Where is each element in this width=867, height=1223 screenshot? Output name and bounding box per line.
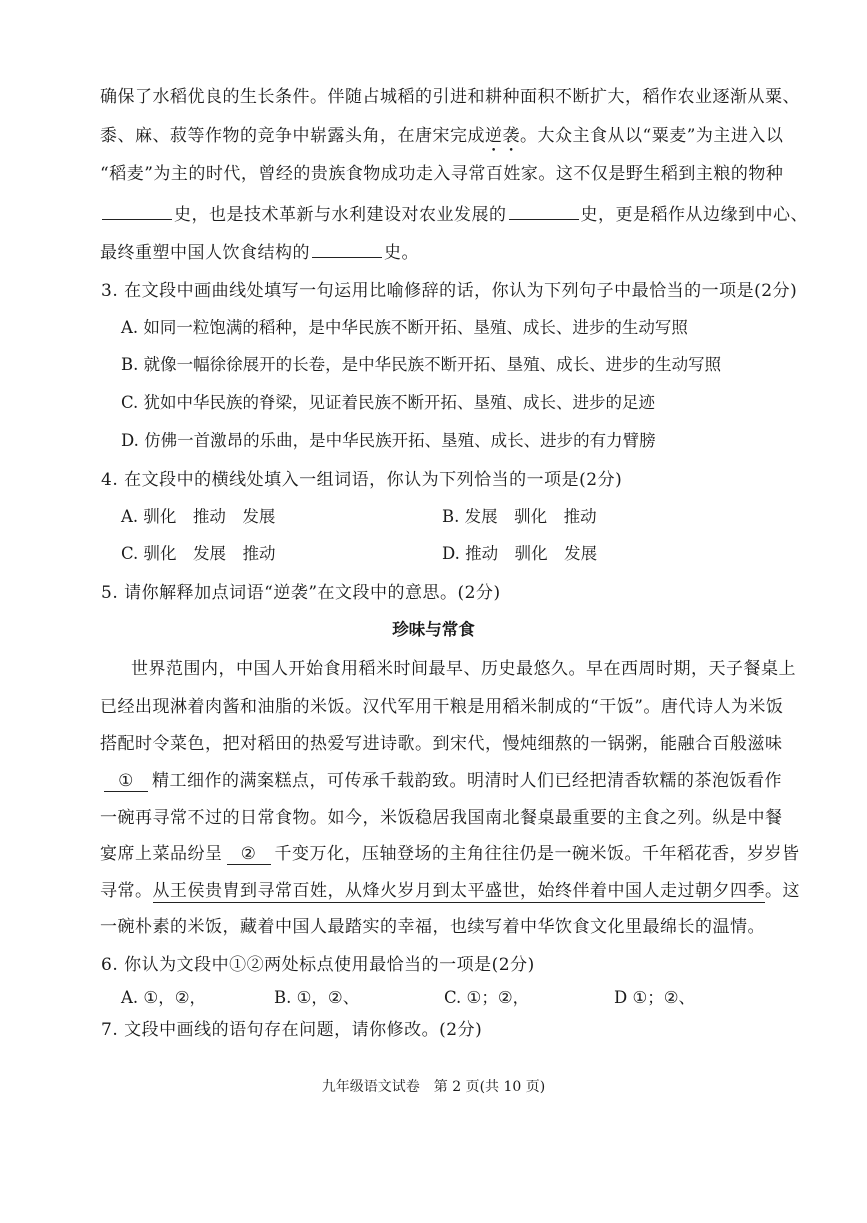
question-7-stem: 7. 文段中画线的语句存在问题，请你修改。(2分) bbox=[101, 1020, 483, 1040]
passage1-line4-b: 史，更是稻作从边缘到中心、 bbox=[580, 205, 808, 225]
passage1-line4-a: 史，也是技术革新与水利建设对农业发展的 bbox=[174, 205, 507, 225]
passage1-line2-b: 。大众主食从以“粟麦”为主进入以 bbox=[520, 126, 784, 146]
passage1-line1: 确保了水稻优良的生长条件。伴随占城稻的引进和耕种面积不断扩大，稻作农业逐渐从粟、 bbox=[100, 87, 800, 107]
question-3-option-a: A. 如同一粒饱满的稻种，是中华民族不断开拓、垦殖、成长、进步的生动写照 bbox=[121, 318, 688, 337]
passage2-line4 bbox=[100, 766, 782, 792]
question-6-option-d: D ①；②、 bbox=[614, 988, 696, 1007]
question-4-option-b: B. 发展 驯化 推动 bbox=[442, 507, 597, 526]
passage1-line3: “稻麦”为主的时代，曾经的贵族食物成功走入寻常百姓家。这不仅是野生稻到主粮的物种 bbox=[100, 164, 784, 184]
passage2-line3: 搭配时令菜色，把对稻田的热爱写进诗歌。到宋代，慢炖细熬的一锅粥，能融合百般滋味 bbox=[100, 734, 783, 754]
section-title: 珍味与常食 bbox=[392, 620, 475, 639]
passage2-line5: 一碗再寻常不过的日常食物。如今，米饭稳居我国南北餐桌最重要的主食之列。纵是中餐 bbox=[100, 808, 783, 828]
question-3-option-b: B. 就像一幅徐徐展开的长卷，是中华民族不断开拓、垦殖、成长、进步的生动写照 bbox=[121, 355, 722, 374]
passage2-line7-a: 寻常。 bbox=[100, 881, 153, 901]
question-4-option-c: C. 驯化 发展 推动 bbox=[121, 544, 276, 563]
passage2-line7 bbox=[100, 876, 800, 901]
passage1-line5 bbox=[100, 238, 419, 263]
underlined-sentence: 从王侯贵胄到寻常百姓，从烽火岁月到太平盛世，始终伴着中国人走过朝夕四季 bbox=[152, 881, 765, 901]
passage2-line4-b: 精工细作的满案糕点，可传承千载韵致。明清时人们已经把清香软糯的茶泡饭看作 bbox=[152, 771, 782, 791]
question-6-option-b: B. ①，②、 bbox=[274, 988, 360, 1007]
question-4-option-d: D. 推动 驯化 发展 bbox=[442, 544, 598, 563]
passage1-line4 bbox=[100, 200, 808, 225]
blank-mark-1: ① bbox=[104, 771, 148, 792]
question-3-stem: 3. 在文段中画曲线处填写一句运用比喻修辞的话，你认为下列句子中最恰当的一项是(2分) bbox=[101, 281, 798, 301]
fill-blank bbox=[102, 205, 172, 220]
blank-mark-2: ② bbox=[227, 844, 271, 865]
passage1-line2-a: 黍、麻、菽等作物的竞争中崭露头角，在唐宋完成 bbox=[100, 126, 485, 146]
question-4-stem: 4. 在文段中的横线处填入一组词语，你认为下列恰当的一项是(2分) bbox=[101, 470, 623, 490]
passage2-line8: 一碗朴素的米饭，藏着中国人最踏实的幸福，也续写着中华饮食文化里最绵长的温情。 bbox=[100, 917, 765, 937]
passage2-line7-b: 。这 bbox=[765, 881, 800, 901]
question-6-option-a: A. ①，②， bbox=[121, 988, 206, 1007]
question-5-stem: 5. 请你解释加点词语“逆袭”在文段中的意思。(2分) bbox=[101, 583, 501, 603]
page-footer: 九年级语文试卷 第 2 页(共 10 页) bbox=[321, 1079, 546, 1095]
passage2-line2: 已经出现淋着肉酱和油脂的米饭。汉代军用干粮是用稻米制成的“干饭”。唐代诗人为米饭 bbox=[100, 697, 784, 717]
passage2-line1: 世界范围内，中国人开始食用稻米时间最早、历史最悠久。早在西周时期，天子餐桌上 bbox=[131, 659, 796, 679]
fill-blank bbox=[509, 205, 579, 220]
passage2-line6 bbox=[100, 839, 800, 865]
question-4-option-a: A. 驯化 推动 发展 bbox=[121, 507, 276, 526]
question-6-option-c: C. ①；②， bbox=[444, 988, 530, 1007]
passage1-line5-a: 最终重塑中国人饮食结构的 bbox=[100, 243, 310, 263]
question-6-stem: 6. 你认为文段中①②两处标点使用最恰当的一项是(2分) bbox=[101, 955, 535, 975]
passage1-line5-b: 史。 bbox=[384, 243, 419, 263]
question-3-option-c: C. 犹如中华民族的脊梁，见证着民族不断开拓、垦殖、成长、进步的足迹 bbox=[121, 393, 656, 412]
passage2-line6-a: 宴席上菜品纷呈 bbox=[100, 844, 223, 864]
passage2-line6-b: 千变万化，压轴登场的主角往往仍是一碗米饭。千年稻花香，岁岁皆 bbox=[274, 844, 800, 864]
passage1-line2 bbox=[100, 121, 783, 156]
dotted-word: 逆袭 bbox=[485, 126, 520, 146]
fill-blank bbox=[312, 243, 382, 258]
question-3-option-d: D. 仿佛一首激昂的乐曲，是中华民族开拓、垦殖、成长、进步的有力臂膀 bbox=[121, 431, 656, 450]
